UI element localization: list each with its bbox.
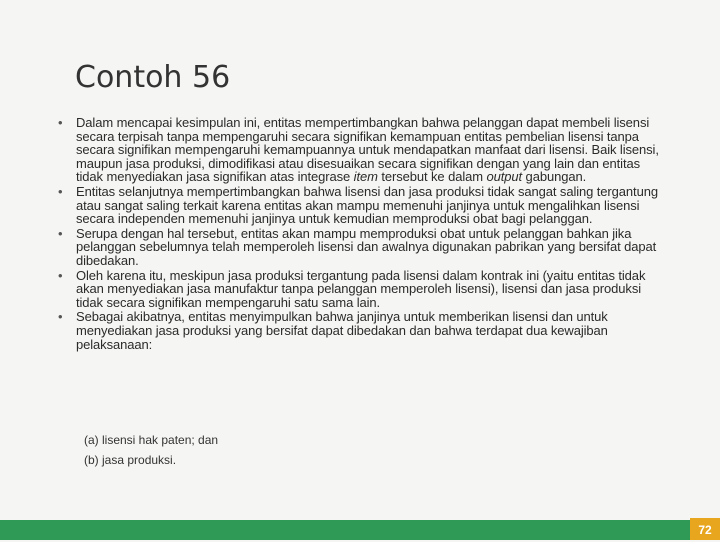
bullet-item — [58, 269, 670, 310]
bullet-icon: • — [58, 267, 63, 283]
bullet-text: Sebagai akibatnya, entitas menyimpulkan bahwa janjinya untuk memberikan lisensi dan untuk menyediakan jasa produksi yang bersifat dapat dibedakan dan bahwa terdapat dua kewajiban pelaksanaan: — [76, 309, 608, 352]
bullet-icon: • — [58, 183, 63, 199]
sub-item-list — [84, 430, 218, 470]
bullet-item — [58, 116, 670, 184]
bullet-text: Oleh karena itu, meskipun jasa produksi tergantung pada lisensi dalam kontrak ini (yaitu entitas tidak akan menyediakan jasa manufaktur tanpa pelanggan memperoleh lisensi), lisensi dan jasa produksi tidak secara signifikan mempengaruhi satu sama lain. — [76, 267, 646, 310]
sub-item: (a) lisensi hak paten; dan — [84, 433, 219, 447]
bullet-icon: • — [58, 309, 63, 325]
bullet-item — [58, 185, 670, 226]
bullet-item — [58, 227, 670, 268]
bullet-list — [58, 116, 670, 352]
bullet-text: Serupa dengan hal tersebut, entitas akan mampu memproduksi obat untuk pelanggan bahkan jika pelanggan sebelumnya telah memperoleh lisensi dan awalnya digunakan pabrikan yang bersifat dapat dibedakan. — [76, 225, 657, 268]
sub-item: (b) jasa produksi. — [84, 453, 177, 467]
page-number-badge: 72 — [690, 518, 720, 540]
bullet-icon: • — [58, 115, 63, 130]
slide-title: Contoh 56 — [75, 60, 231, 95]
bullet-icon: • — [58, 225, 63, 241]
bullet-text: Entitas selanjutnya mempertimbangkan bahwa lisensi dan jasa produksi tidak sangat saling tergantung atau sangat saling terkait karena entitas akan mampu memenuhi janjinya untuk mengalihkan lisensi secara independen memenuhi janjinya untuk kemudian memproduksi obat bagi pelanggan. — [76, 183, 658, 227]
bullet-item — [58, 310, 670, 351]
footer-bar — [0, 520, 720, 540]
bullet-text: Dalam mencapai kesimpulan ini, entitas mempertimbangkan bahwa pelanggan dapat membeli lisensi secara terpisah tanpa mempengaruhi secara signifikan kemampuan entitas pembelian lisensi tanpa secara signifikan mempengaruhi kemampuannya untuk mendapatkan manfaat dari lisensi. Baik lisensi, maupun jasa produksi, dimodifikasi atau disesuaikan secara signifikan dengan yang lain dan entitas tidak menyediakan jasa signifikan atas integrase item tersebut ke dalam output gabungan. — [76, 115, 659, 185]
